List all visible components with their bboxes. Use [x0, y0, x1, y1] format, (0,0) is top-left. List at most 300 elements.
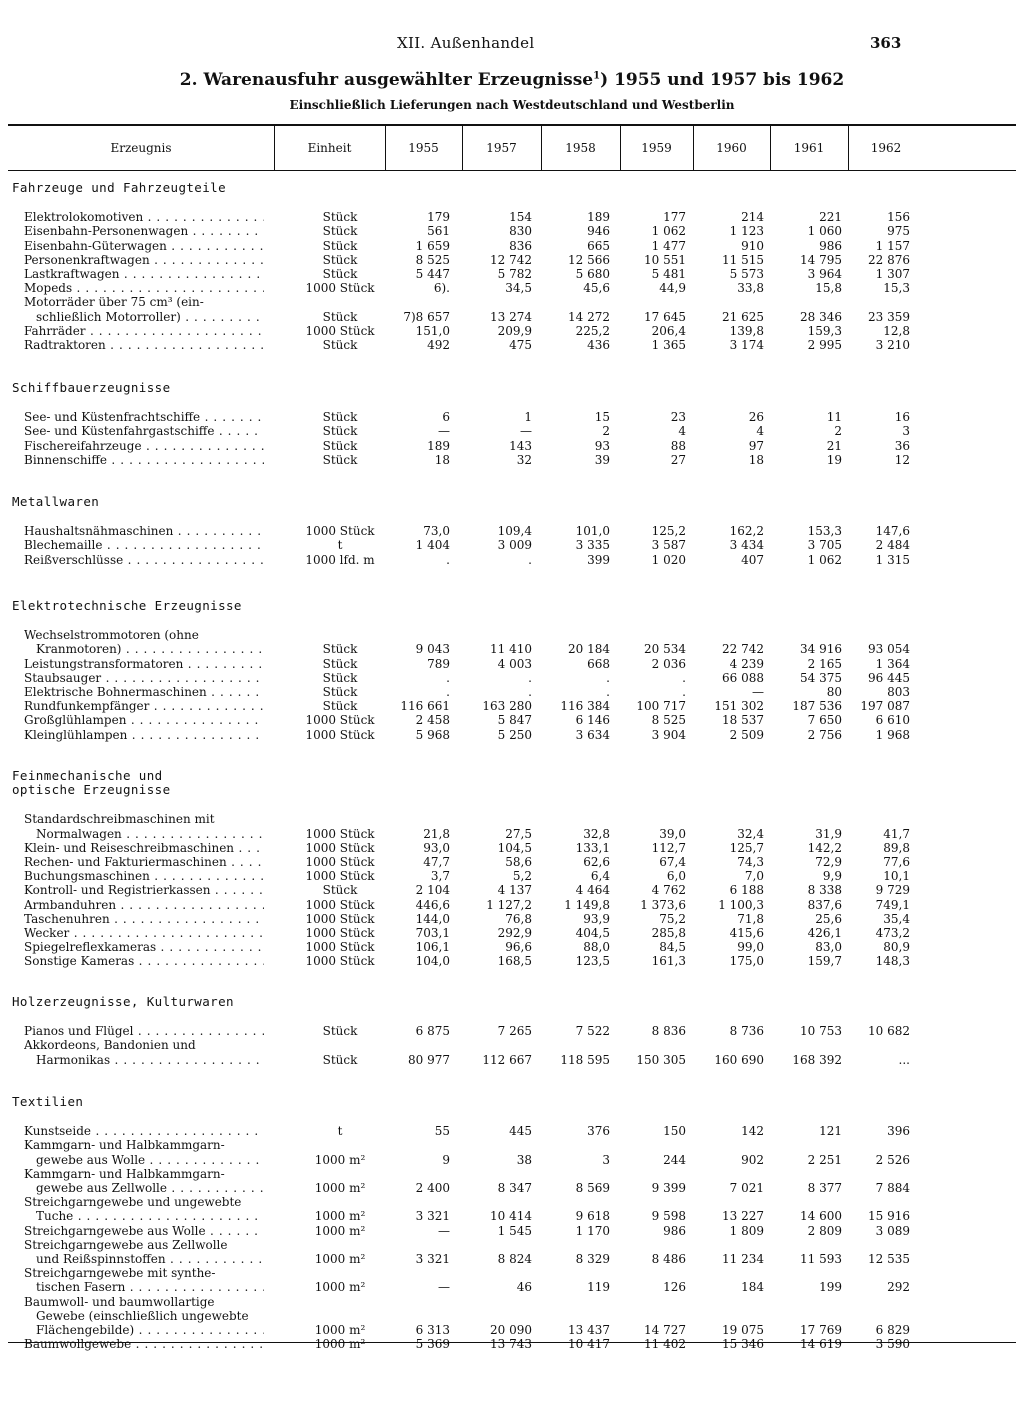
- value-1960: 2 509: [729, 727, 764, 742]
- row-unit: 1000 lfd. m: [305, 552, 375, 567]
- value-1957: 5 847: [497, 713, 532, 728]
- value-1961: 72,9: [815, 855, 842, 869]
- table-row: [8, 1309, 1016, 1323]
- value-1961: 14 600: [800, 1209, 842, 1224]
- value-1961: 83,0: [815, 940, 842, 955]
- value-1961: 168 392: [792, 1052, 842, 1067]
- value-1959: 4 762: [651, 883, 686, 898]
- value-1960: 415,6: [729, 926, 764, 940]
- value-1957: 445: [509, 1124, 532, 1139]
- value-1958: 189: [587, 210, 610, 225]
- row-label: Staubsauger . . .: [24, 671, 264, 685]
- value-1962: 12,8: [883, 323, 910, 338]
- value-1960: 97: [748, 438, 764, 453]
- title-suffix: ) 1955 und 1957 bis 1962: [600, 70, 845, 90]
- value-1959: 8 486: [651, 1252, 686, 1266]
- table-row: [8, 869, 1016, 883]
- value-1955: 144,0: [415, 911, 450, 926]
- value-1960: 18 537: [722, 713, 764, 728]
- table-row: [8, 453, 1016, 467]
- row-label: Kunstseide . . .: [24, 1124, 264, 1138]
- value-1957: 830: [509, 224, 532, 239]
- value-1961: 31,9: [815, 826, 842, 841]
- value-1961: 837,6: [807, 897, 842, 912]
- row-unit: Stück: [322, 1024, 358, 1039]
- value-1955: 55: [434, 1124, 450, 1139]
- value-1958: 8 329: [575, 1252, 610, 1266]
- row-label: gewebe aus Zellwolle . . .: [36, 1181, 264, 1195]
- row-label: schließlich Motorroller) . . .: [36, 310, 264, 324]
- value-1955: 73,0: [423, 524, 450, 539]
- section-title: Schiffbauerzeugnisse: [12, 380, 171, 395]
- value-1957: 1 127,2: [486, 897, 532, 912]
- value-1960: 3 434: [729, 538, 764, 553]
- value-1958: 3 634: [575, 727, 610, 742]
- value-1957: 76,8: [505, 911, 532, 926]
- table-row: [8, 685, 1016, 699]
- value-1958: 665: [587, 238, 610, 253]
- value-1959: 10 551: [644, 252, 686, 267]
- table-row: [8, 324, 1016, 338]
- value-1958: 119: [587, 1280, 610, 1295]
- value-1962: 2 526: [875, 1152, 910, 1167]
- value-1959: 1 373,6: [640, 897, 686, 912]
- value-1960: 19 075: [722, 1323, 764, 1337]
- table-row: [8, 1295, 1016, 1309]
- row-label: Flächengebilde) . . .: [36, 1323, 264, 1337]
- table-row: [8, 898, 1016, 912]
- table-row: [8, 883, 1016, 897]
- value-1960: 175,0: [729, 954, 764, 969]
- row-unit: 1000 Stück: [305, 323, 375, 338]
- value-1960: 66 088: [722, 670, 764, 685]
- value-1959: 161,3: [651, 954, 686, 969]
- row-label: See- und Küstenfrachtschiffe . . .: [24, 410, 264, 424]
- value-1960: 6 188: [729, 883, 764, 898]
- value-1958: 7 522: [575, 1024, 610, 1039]
- value-1960: 8 736: [729, 1024, 764, 1039]
- value-1955: —: [438, 1223, 450, 1238]
- value-1959: 14 727: [644, 1323, 686, 1337]
- value-1959: 285,8: [651, 926, 686, 940]
- value-1961: 8 377: [807, 1181, 842, 1195]
- table-row: [8, 940, 1016, 954]
- row-unit: t: [337, 1124, 343, 1139]
- value-1962: 1 315: [875, 552, 910, 567]
- value-1962: 1 364: [875, 656, 910, 671]
- value-1959: 1 062: [651, 224, 686, 239]
- value-1958: 123,5: [575, 954, 610, 969]
- row-unit: 1000 m²: [314, 1337, 366, 1352]
- value-1960: 184: [741, 1280, 764, 1295]
- value-1958: 436: [587, 338, 610, 352]
- value-1955: 5 447: [415, 267, 450, 281]
- value-1961: 11: [826, 410, 842, 425]
- value-1960: 11 515: [722, 252, 764, 267]
- row-unit: 1000 m²: [314, 1223, 366, 1238]
- value-1959: .: [682, 670, 686, 685]
- value-1960: 4 239: [729, 656, 764, 671]
- row-unit: 1000 Stück: [305, 840, 375, 855]
- value-1960: —: [752, 685, 764, 699]
- value-1960: 1 100,3: [718, 897, 764, 912]
- value-1957: 209,9: [497, 323, 532, 338]
- row-label: Rechen- und Fakturiermaschinen . . .: [24, 855, 264, 869]
- value-1957: 11 410: [490, 642, 532, 657]
- value-1962: 803: [887, 685, 910, 699]
- row-label: Buchungsmaschinen . . .: [24, 869, 264, 883]
- row-label: Normalwagen . . .: [36, 827, 264, 841]
- value-1960: 910: [741, 238, 764, 253]
- value-1962: 22 876: [868, 252, 910, 267]
- value-1955: .: [446, 552, 450, 567]
- table-row: [8, 1024, 1016, 1038]
- table-row: [8, 1195, 1016, 1209]
- value-1962: ...: [898, 1052, 910, 1067]
- value-1958: 39: [594, 452, 610, 467]
- value-1962: 2 484: [875, 538, 910, 553]
- page-number: 363: [870, 34, 902, 52]
- row-unit: 1000 Stück: [305, 281, 375, 296]
- section-title: Textilien: [12, 1094, 84, 1109]
- value-1955: .: [446, 685, 450, 699]
- value-1962: 80,9: [883, 940, 910, 955]
- value-1958: 399: [587, 552, 610, 567]
- row-label: Streichgarngewebe mit synthe-: [24, 1266, 216, 1281]
- value-1962: 292: [887, 1280, 910, 1295]
- value-1959: 8 836: [651, 1024, 686, 1039]
- value-1961: 14 619: [800, 1337, 842, 1352]
- value-1960: 74,3: [737, 855, 764, 869]
- value-1961: 187 536: [792, 699, 842, 714]
- value-1957: 96,6: [505, 940, 532, 955]
- table-row: [8, 1238, 1016, 1252]
- row-unit: 1000 Stück: [305, 954, 375, 969]
- table-row: [8, 1167, 1016, 1181]
- value-1960: 160 690: [714, 1052, 764, 1067]
- value-1958: 9 618: [575, 1209, 610, 1224]
- value-1958: 1 149,8: [564, 897, 610, 912]
- value-1959: 75,2: [659, 911, 686, 926]
- table-row: [8, 1153, 1016, 1167]
- value-1955: 5 369: [415, 1337, 450, 1352]
- value-1955: 2 104: [415, 883, 450, 898]
- value-1957: 10 414: [490, 1209, 532, 1224]
- value-1959: 150 305: [636, 1052, 686, 1067]
- row-label: Sonstige Kameras . . .: [24, 954, 264, 968]
- value-1961: 1 060: [807, 224, 842, 239]
- value-1960: 22 742: [722, 642, 764, 657]
- row-label: Rundfunkempfänger . . .: [24, 699, 264, 713]
- value-1961: 17 769: [800, 1323, 842, 1337]
- title-text: 2. Warenausfuhr ausgewählter Erzeugnisse: [179, 70, 594, 90]
- value-1957: 38: [516, 1152, 532, 1167]
- table-row: [8, 827, 1016, 841]
- header-year-1957: 1957: [486, 141, 517, 155]
- row-label: Binnenschiffe . . .: [24, 453, 264, 467]
- row-unit: 1000 Stück: [305, 524, 375, 539]
- value-1961: 19: [826, 452, 842, 467]
- value-1961: 142,2: [807, 840, 842, 855]
- value-1961: 2 809: [807, 1223, 842, 1238]
- value-1955: 9: [442, 1152, 450, 1167]
- table-row: [8, 812, 1016, 826]
- value-1958: 13 437: [568, 1323, 610, 1337]
- row-unit: Stück: [322, 670, 358, 685]
- value-1962: 36: [894, 438, 910, 453]
- value-1957: 3 009: [497, 538, 532, 553]
- table-row: [8, 671, 1016, 685]
- value-1962: 96 445: [868, 670, 910, 685]
- value-1957: 58,6: [505, 855, 532, 869]
- value-1961: 153,3: [807, 524, 842, 539]
- value-1962: 148,3: [875, 954, 910, 969]
- value-1959: 5 481: [651, 267, 686, 281]
- row-unit: 1000 m²: [314, 1209, 366, 1224]
- value-1957: 13 743: [490, 1337, 532, 1352]
- value-1961: 7 650: [807, 713, 842, 728]
- value-1958: 8 569: [575, 1181, 610, 1195]
- value-1959: 3 904: [651, 727, 686, 742]
- row-label: Fischereifahrzeuge . . .: [24, 439, 264, 453]
- value-1958: 93: [594, 438, 610, 453]
- row-label: Eisenbahn-Personenwagen . . .: [24, 224, 264, 238]
- section-title: Metallwaren: [12, 494, 100, 509]
- value-1962: 6 610: [875, 713, 910, 728]
- table-row: [8, 841, 1016, 855]
- value-1961: 21: [826, 438, 842, 453]
- value-1959: 84,5: [659, 940, 686, 955]
- row-label: Tuche . . .: [36, 1209, 264, 1223]
- row-unit: Stück: [322, 410, 358, 425]
- value-1962: 1 968: [875, 727, 910, 742]
- value-1960: 5 573: [729, 267, 764, 281]
- table-row: [8, 267, 1016, 281]
- value-1958: 668: [587, 656, 610, 671]
- value-1962: 1 307: [875, 267, 910, 281]
- row-unit: 1000 m²: [314, 1280, 366, 1295]
- row-label: Klein- und Reiseschreibmaschinen . . .: [24, 841, 264, 855]
- value-1957: 13 274: [490, 309, 532, 324]
- value-1955: 80 977: [408, 1052, 450, 1067]
- table-row: [8, 1138, 1016, 1152]
- value-1962: 41,7: [883, 826, 910, 841]
- row-unit: Stück: [322, 642, 358, 657]
- row-unit: 1000 Stück: [305, 869, 375, 884]
- row-label: und Reißspinnstoffen . . .: [36, 1252, 264, 1266]
- value-1961: 10 753: [800, 1024, 842, 1039]
- row-label: Leistungstransformatoren . . .: [24, 657, 264, 671]
- value-1957: 4 137: [497, 883, 532, 898]
- value-1962: 77,6: [883, 855, 910, 869]
- value-1955: —: [438, 424, 450, 439]
- header-year-1955: 1955: [408, 141, 439, 155]
- table-row: [8, 439, 1016, 453]
- value-1957: 475: [509, 338, 532, 352]
- table-row: [8, 926, 1016, 940]
- value-1959: 2 036: [651, 656, 686, 671]
- value-1957: .: [528, 670, 532, 685]
- header-unit: Einheit: [307, 141, 352, 155]
- value-1955: 21,8: [423, 826, 450, 841]
- row-label: tischen Fasern . . .: [36, 1280, 264, 1294]
- row-label: Taschenuhren . . .: [24, 912, 264, 926]
- row-label: Elektrische Bohnermaschinen . . .: [24, 685, 264, 699]
- value-1955: 47,7: [423, 855, 450, 869]
- table-row: [8, 310, 1016, 324]
- table-row: [8, 1053, 1016, 1067]
- value-1955: 151,0: [415, 323, 450, 338]
- value-1958: 32,8: [583, 826, 610, 841]
- value-1961: 2 251: [807, 1152, 842, 1167]
- table-row: [8, 281, 1016, 295]
- table-row: [8, 1252, 1016, 1266]
- value-1959: 11 402: [644, 1337, 686, 1352]
- value-1962: 3: [902, 424, 910, 439]
- value-1960: 3 174: [729, 338, 764, 352]
- value-1959: 150: [663, 1124, 686, 1139]
- value-1960: 162,2: [729, 524, 764, 539]
- value-1959: 100 717: [636, 699, 686, 714]
- value-1960: 125,7: [729, 840, 764, 855]
- value-1961: 2 756: [807, 727, 842, 742]
- row-label: Lastkraftwagen . . .: [24, 267, 264, 281]
- value-1961: 25,6: [815, 911, 842, 926]
- row-unit: 1000 Stück: [305, 897, 375, 912]
- table-row: [8, 553, 1016, 567]
- value-1961: 986: [819, 238, 842, 253]
- value-1961: 3 705: [807, 538, 842, 553]
- value-1955: 9 043: [415, 642, 450, 657]
- value-1955: 6).: [433, 281, 450, 296]
- row-label: Kammgarn- und Halbkammgarn-: [24, 1138, 225, 1153]
- value-1955: 7)8 657: [403, 309, 450, 324]
- section-title: optische Erzeugnisse: [12, 782, 171, 798]
- value-1958: 10 417: [568, 1337, 610, 1352]
- section-title: Fahrzeuge und Fahrzeugteile: [12, 180, 226, 195]
- value-1962: 10,1: [883, 869, 910, 884]
- row-label: Elektrolokomotiven . . .: [24, 210, 264, 224]
- value-1957: 1: [524, 410, 532, 425]
- value-1955: 6: [442, 410, 450, 425]
- row-label: Blechemaille . . .: [24, 538, 264, 552]
- value-1961: 426,1: [807, 926, 842, 940]
- value-1959: 126: [663, 1280, 686, 1295]
- row-unit: Stück: [322, 252, 358, 267]
- table-row: [8, 538, 1016, 552]
- row-unit: Stück: [322, 656, 358, 671]
- value-1961: 14 795: [800, 252, 842, 267]
- value-1960: 142: [741, 1124, 764, 1139]
- value-1961: 2 995: [807, 338, 842, 352]
- row-label: Streichgarngewebe und ungewebte: [24, 1195, 242, 1210]
- value-1962: 12: [894, 452, 910, 467]
- value-1961: 80: [826, 685, 842, 699]
- value-1958: 6 146: [575, 713, 610, 728]
- value-1955: 1 659: [415, 238, 450, 253]
- row-label: Radtraktoren . . .: [24, 338, 264, 352]
- value-1961: 159,7: [807, 954, 842, 969]
- value-1960: 1 123: [729, 224, 764, 239]
- table-row: [8, 424, 1016, 438]
- value-1955: 3 321: [415, 1252, 450, 1266]
- value-1959: 112,7: [651, 840, 686, 855]
- value-1955: 93,0: [423, 840, 450, 855]
- value-1958: 62,6: [583, 855, 610, 869]
- value-1958: 118 595: [560, 1052, 610, 1067]
- row-label: Mopeds . . .: [24, 281, 264, 295]
- row-label: Streichgarngewebe aus Wolle . . .: [24, 1224, 264, 1238]
- value-1960: 71,8: [737, 911, 764, 926]
- value-1962: 156: [887, 210, 910, 225]
- value-1960: 11 234: [722, 1252, 764, 1266]
- value-1959: 39,0: [659, 826, 686, 841]
- value-1957: 292,9: [497, 926, 532, 940]
- value-1962: 3 210: [875, 338, 910, 352]
- row-label: gewebe aus Wolle . . .: [36, 1153, 264, 1167]
- value-1958: 2: [602, 424, 610, 439]
- value-1959: 1 477: [651, 238, 686, 253]
- value-1960: 7,0: [744, 869, 764, 884]
- value-1957: 143: [509, 438, 532, 453]
- header-year-1960: 1960: [716, 141, 747, 155]
- table-row: [8, 855, 1016, 869]
- value-1960: 99,0: [737, 940, 764, 955]
- table-row: [8, 642, 1016, 656]
- row-label: Spiegelreflexkameras . . .: [24, 940, 264, 954]
- row-unit: Stück: [322, 1052, 358, 1067]
- value-1957: 168,5: [497, 954, 532, 969]
- table-row: [8, 1323, 1016, 1337]
- value-1955: 2 400: [415, 1181, 450, 1195]
- value-1960: 139,8: [729, 323, 764, 338]
- table-row: [8, 699, 1016, 713]
- value-1960: 15 346: [722, 1337, 764, 1352]
- value-1961: 28 346: [800, 309, 842, 324]
- value-1962: 15 916: [868, 1209, 910, 1224]
- row-unit: 1000 m²: [314, 1252, 366, 1266]
- value-1957: 836: [509, 238, 532, 253]
- value-1959: 88: [670, 438, 686, 453]
- value-1955: 5 968: [415, 727, 450, 742]
- value-1958: 3: [602, 1152, 610, 1167]
- value-1961: 9,9: [822, 869, 842, 884]
- row-label: Kontroll- und Registrierkassen . . .: [24, 883, 264, 897]
- row-label: Baumwollgewebe . . .: [24, 1337, 264, 1351]
- value-1957: 4 003: [497, 656, 532, 671]
- table-row: [8, 338, 1016, 352]
- value-1962: 6 829: [875, 1323, 910, 1337]
- value-1962: 93 054: [868, 642, 910, 657]
- value-1955: .: [446, 670, 450, 685]
- value-1957: 163 280: [482, 699, 532, 714]
- table-row: [8, 1224, 1016, 1238]
- value-1957: 27,5: [505, 826, 532, 841]
- value-1957: 12 742: [490, 252, 532, 267]
- row-label: Großglühlampen . . .: [24, 713, 264, 727]
- table-row: [8, 210, 1016, 224]
- value-1959: 17 645: [644, 309, 686, 324]
- value-1959: 206,4: [651, 323, 686, 338]
- value-1957: 109,4: [497, 524, 532, 539]
- value-1957: 32: [516, 452, 532, 467]
- value-1957: 1 545: [497, 1223, 532, 1238]
- table-row: [8, 628, 1016, 642]
- value-1958: .: [606, 685, 610, 699]
- row-unit: Stück: [322, 338, 358, 352]
- value-1955: 3,7: [430, 869, 450, 884]
- value-1962: 473,2: [875, 926, 910, 940]
